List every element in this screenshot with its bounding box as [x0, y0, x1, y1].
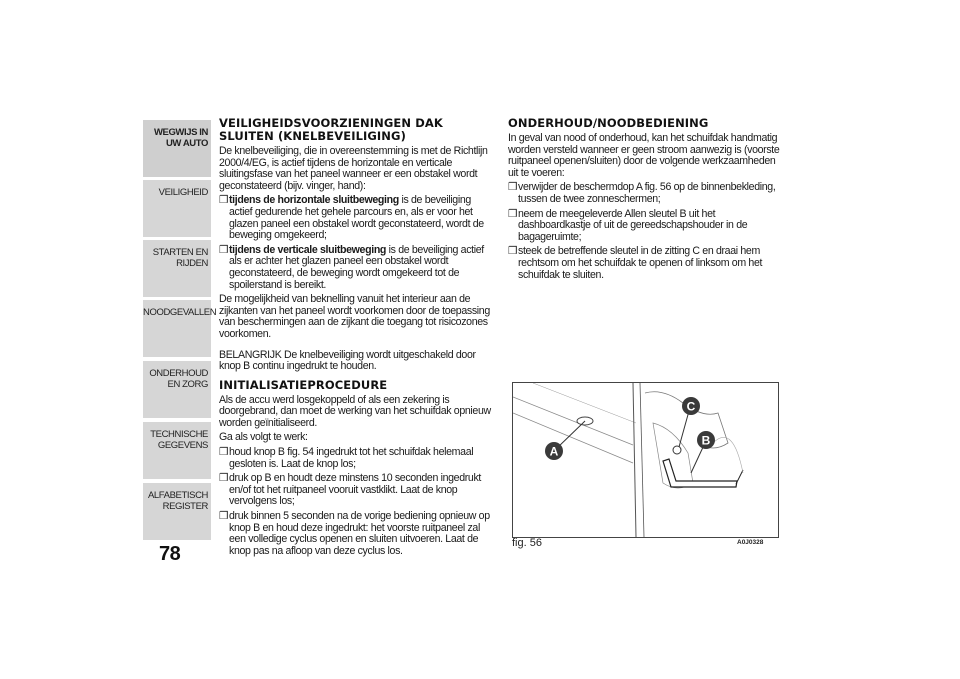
- checkbox-bullet-icon: ❒: [219, 472, 229, 485]
- figure-code: A0J0328: [737, 539, 764, 546]
- paragraph: Als de accu werd losgekoppeld of als een zekering is doorgebrand, dan moet de werking van het schuifdak opnieuw worden geïnitialiseerd.: [219, 393, 491, 429]
- heading-noodbediening: ONDERHOUD/NOODBEDIENING: [508, 116, 709, 130]
- list-item: [508, 246, 780, 281]
- figure-56: [512, 382, 779, 538]
- tab-veiligheid[interactable]: VEILIGHEID: [143, 180, 211, 237]
- frame-line: [633, 383, 636, 537]
- checkbox-bullet-icon: ❒: [508, 181, 518, 194]
- bullet-text: is de beveiliging actief als er achter het glazen paneel een obstakel wordt geconstateerd, de beweging wordt omgekeerd tot de spoilerstand is bereikt.: [229, 243, 484, 291]
- page-number: 78: [159, 543, 181, 565]
- step-text: druk op B en houdt deze minstens 10 seconden ingedrukt en/of tot het ruitpaneel vooruit vastklikt. Laat de knop vervolgens los;: [229, 472, 482, 508]
- paragraph: De mogelijkheid van beknelling vanuit het interieur aan de zijkanten van het paneel wordt voorkomen door de toepassing van beschermingen aan de zijkant die toegang tot risicozones voorkomen.: [219, 293, 490, 340]
- checkbox-bullet-icon: ❒: [508, 207, 518, 220]
- leader-line: [691, 445, 704, 473]
- socket-c: [673, 446, 681, 454]
- heading-knelbeveiliging: VEILIGHEIDSVOORZIENINGEN DAK SLUITEN (KNELBEVEILIGING): [219, 116, 443, 143]
- list-item: [508, 209, 780, 244]
- sunroof-illustration: [513, 383, 778, 537]
- paragraph: Ga als volgt te werk:: [219, 431, 308, 444]
- list-item: [508, 182, 780, 205]
- tab-register[interactable]: ALFABETISCH REGISTER: [143, 483, 211, 540]
- tab-noodgevallen[interactable]: NOODGEVALLEN: [143, 300, 211, 357]
- checkbox-bullet-icon: ❒: [219, 194, 229, 207]
- checkbox-bullet-icon: ❒: [219, 243, 229, 256]
- step-text: houd knop B fig. 54 ingedrukt tot het schuifdak helemaal gesloten is. Laat de knop los;: [229, 446, 474, 470]
- bullet-bold: tijdens de horizontale sluitbeweging: [229, 194, 399, 207]
- left-column: [219, 117, 494, 560]
- list-item: [219, 511, 494, 557]
- tab-wegwijs[interactable]: WEGWIJS IN UW AUTO: [143, 120, 211, 177]
- callout-label: B: [701, 433, 711, 448]
- tab-onderhoud[interactable]: ONDERHOUD EN ZORG: [143, 361, 211, 418]
- list-item: [219, 447, 494, 470]
- checkbox-bullet-icon: ❒: [219, 446, 229, 459]
- list-item: [219, 245, 494, 291]
- callout-label: C: [686, 399, 696, 414]
- leader-line: [679, 411, 689, 447]
- right-column: [508, 117, 780, 284]
- bullet-text: is de beveiliging actief gedurende het gehele parcours en, als er voor het glazen paneel een obstakel wordt geconstateerd, wordt de beweging omgekeerd;: [229, 194, 484, 242]
- heading-initialisatie: INITIALISATIEPROCEDURE: [219, 377, 388, 392]
- tab-starten[interactable]: STARTEN EN RIJDEN: [143, 240, 211, 297]
- paragraph: In geval van nood of onderhoud, kan het schuifdak handmatig worden versteld wanneer er geen stroom aanwezig is (voorste ruitpaneel openen/sluiten) door de volgende werkzaamheden uit te voeren:: [508, 132, 780, 179]
- paragraph-important: BELANGRIJK De knelbeveiliging wordt uitgeschakeld door knop B continu ingedrukt te houden.: [219, 348, 476, 373]
- allen-key-tip: [736, 470, 743, 484]
- step-text: steek de betreffende sleutel in de zitting C en draai hem rechtsom om het schuifdak te openen of linksom om het schuifdak te sluiten.: [518, 245, 763, 281]
- step-text: druk binnen 5 seconden na de vorige bediening opnieuw op knop B en houd deze ingedrukt: het voorste ruitpaneel zal een volledige cyclus openen en sluiten uitvoeren. Laat de knop pas na afloop van deze cyclus los.: [229, 510, 490, 557]
- chapter-sidebar: [143, 120, 217, 542]
- callout-label: A: [549, 444, 559, 459]
- step-text: neem de meegeleverde Allen sleutel B uit het dashboardkastje of uit de gereedschapshouder in de bagageruimte;: [518, 207, 748, 243]
- allen-key: [663, 459, 737, 487]
- frame-line: [640, 383, 644, 537]
- paragraph: De knelbeveiliging, die in overeenstemming is met de Richtlijn 2000/4/EG, is actief tijdens de horizontale en verticale sluitingsfase van het paneel wanneer er een obstakel wordt geconstateerd (bijv. vinger, hand):: [219, 145, 488, 192]
- checkbox-bullet-icon: ❒: [508, 245, 518, 258]
- step-text: verwijder de beschermdop A fig. 56 op de binnenbekleding, tussen de twee zonneschermen;: [518, 181, 776, 205]
- list-item: [219, 473, 494, 508]
- figure-caption: fig. 56: [512, 537, 542, 549]
- tab-technische[interactable]: TECHNISCHE GEGEVENS: [143, 422, 211, 479]
- bullet-bold: tijdens de verticale sluitbeweging: [229, 243, 387, 256]
- checkbox-bullet-icon: ❒: [219, 510, 229, 523]
- list-item: [219, 195, 494, 241]
